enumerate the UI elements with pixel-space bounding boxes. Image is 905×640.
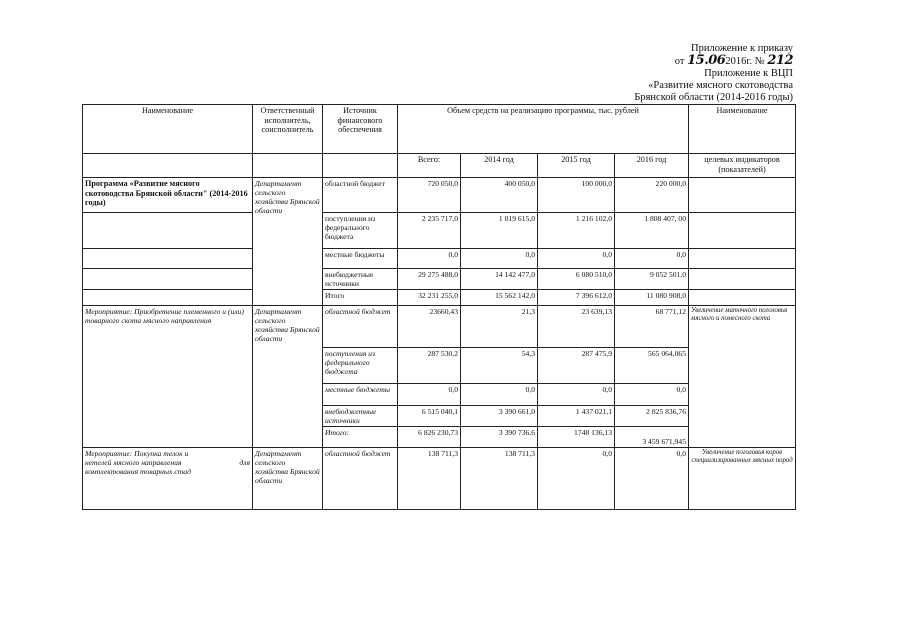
col-2016-header: 2016 год xyxy=(615,154,689,178)
col-indicator-header: Наименование xyxy=(689,105,796,154)
value-total: 29 275 488,0 xyxy=(398,269,461,290)
source-cell: внебюджетные источники xyxy=(323,269,398,290)
value-2015: 100 000,0 xyxy=(538,178,615,213)
source-cell: поступления из федерального бюджета xyxy=(323,348,398,384)
empty-cell xyxy=(689,249,796,269)
col-indicator-subheader: целевых индикаторов (показателей) xyxy=(689,154,796,178)
value-2014: 3 390 661,0 xyxy=(461,406,538,427)
handwritten-date: 15.06 xyxy=(687,53,726,68)
value-2015: 1 437 021,1 xyxy=(538,406,615,427)
col-2015-header: 2015 год xyxy=(538,154,615,178)
value-2016: 0,0 xyxy=(615,384,689,406)
measure-2-name-part: для xyxy=(239,458,250,467)
empty-cell xyxy=(253,154,323,178)
source-cell: Итого xyxy=(323,290,398,306)
source-cell: поступления из федерального бюджета xyxy=(323,213,398,249)
source-cell: Итого: xyxy=(323,427,398,448)
header-line-4: «Развитие мясного скотоводства xyxy=(648,80,793,91)
col-2014-header: 2014 год xyxy=(461,154,538,178)
value-2016: 0,0 xyxy=(615,249,689,269)
table-row xyxy=(83,306,796,348)
value-2015: 23 639,13 xyxy=(538,306,615,348)
value-2016: 3 459 671,945 xyxy=(615,427,689,448)
value-2015: 0,0 xyxy=(538,249,615,269)
empty-cell xyxy=(83,290,253,306)
header-date-prefix: от xyxy=(674,56,685,67)
value-2016: 1 808 407, 00 xyxy=(615,213,689,249)
measure-2-responsible: Департамент сельского хозяйства Брянской области xyxy=(253,448,323,510)
value-2016: 68 771,12 xyxy=(615,306,689,348)
value-total: 23660,43 xyxy=(398,306,461,348)
header-line-5: Брянской области (2014-2016 годы) xyxy=(634,92,793,103)
value-2015: 1 216 102,0 xyxy=(538,213,615,249)
value-2016: 0,0 xyxy=(615,448,689,510)
value-2014: 15 562 142,0 xyxy=(461,290,538,306)
source-cell: местные бюджеты xyxy=(323,384,398,406)
document-header xyxy=(634,43,793,104)
measure-2-name xyxy=(83,448,253,510)
value-2014: 138 711,3 xyxy=(461,448,538,510)
measure-2-name-line-2 xyxy=(85,458,250,467)
value-total: 6 515 040,1 xyxy=(398,406,461,427)
value-total: 138 711,3 xyxy=(398,448,461,510)
header-line-3: Приложение к ВЦП xyxy=(704,68,793,79)
source-cell: местные бюджеты xyxy=(323,249,398,269)
empty-cell xyxy=(83,154,253,178)
col-sources-header: Источник финансового обеспечения xyxy=(323,105,398,154)
value-2015: 287 475,9 xyxy=(538,348,615,384)
value-2015: 1748 136,13 xyxy=(538,427,615,448)
value-2014: 3 390 736,6 xyxy=(461,427,538,448)
value-2015: 0,0 xyxy=(538,384,615,406)
value-2014: 21,3 xyxy=(461,306,538,348)
value-total: 32 231 255,0 xyxy=(398,290,461,306)
program-name: Программа «Развитие мясного скотоводства Брянской области" (2014-2016 годы) xyxy=(83,178,253,213)
table-header-row xyxy=(83,105,796,154)
source-cell: областной бюджет xyxy=(323,448,398,510)
value-2016: 11 080 908,0 xyxy=(615,290,689,306)
empty-cell xyxy=(689,290,796,306)
empty-cell xyxy=(323,154,398,178)
program-responsible: Департамент сельского хозяйства Брянской области xyxy=(253,178,323,306)
measure-1-name: Мероприятие: Приобретение племенного и (или) товарного скота мясного направления xyxy=(83,306,253,448)
value-total: 2 235 717,0 xyxy=(398,213,461,249)
value-2016: 220 000,0 xyxy=(615,178,689,213)
value-2016: 2 825 836,76 xyxy=(615,406,689,427)
empty-cell xyxy=(83,213,253,249)
col-responsible-header: Ответственный исполнитель, соисполнитель xyxy=(253,105,323,154)
measure-2-name-line-1: Мероприятие: Покупка телок и xyxy=(85,449,189,458)
measure-2-indicator: Увеличение поголовья коров специализированных мясных пород xyxy=(689,448,796,510)
header-line-2 xyxy=(634,55,793,68)
header-year-number: 2016г. № xyxy=(725,56,765,67)
empty-cell xyxy=(83,249,253,269)
value-total: 0,0 xyxy=(398,384,461,406)
col-total-header: Всего: xyxy=(398,154,461,178)
value-total: 287 530,2 xyxy=(398,348,461,384)
value-2014: 1 019 615,0 xyxy=(461,213,538,249)
measure-2-name-line-3: комплектования товарных стад xyxy=(85,467,191,476)
table-row xyxy=(83,249,796,269)
handwritten-order-number: 212 xyxy=(767,53,793,68)
table-row xyxy=(83,269,796,290)
value-2014: 0,0 xyxy=(461,384,538,406)
measure-1-responsible: Департамент сельского хозяйства Брянской области xyxy=(253,306,323,448)
source-cell: внебюджетные источники xyxy=(323,406,398,427)
table-row xyxy=(83,178,796,213)
value-2016: 9 052 501,0 xyxy=(615,269,689,290)
header-line-1: Приложение к приказу xyxy=(691,43,793,54)
value-total: 0,0 xyxy=(398,249,461,269)
measure-2-name-part: нетелей мясного направления xyxy=(85,458,182,467)
col-volume-header: Объем средств на реализацию программы, тыс. рублей xyxy=(398,105,689,154)
table-row xyxy=(83,213,796,249)
value-2016: 565 064,065 xyxy=(615,348,689,384)
empty-cell xyxy=(689,213,796,249)
value-2015: 0,0 xyxy=(538,448,615,510)
col-name-header: Наименование xyxy=(83,105,253,154)
value-2015: 7 396 612,0 xyxy=(538,290,615,306)
source-cell: областной бюджет xyxy=(323,306,398,348)
empty-cell xyxy=(83,269,253,290)
value-2014: 400 050,0 xyxy=(461,178,538,213)
table-row xyxy=(83,448,796,510)
value-total: 6 826 230,73 xyxy=(398,427,461,448)
empty-cell xyxy=(689,178,796,213)
source-cell: областной бюджет xyxy=(323,178,398,213)
table-subheader-row xyxy=(83,154,796,178)
table-row xyxy=(83,290,796,306)
program-table xyxy=(82,104,796,510)
value-2014: 14 142 477,0 xyxy=(461,269,538,290)
measure-1-indicator: Увеличение маточного поголовья мясного и помесного скота xyxy=(689,306,796,448)
value-2014: 0,0 xyxy=(461,249,538,269)
value-2014: 54,3 xyxy=(461,348,538,384)
value-total: 720 050,0 xyxy=(398,178,461,213)
value-2015: 6 080 510,0 xyxy=(538,269,615,290)
empty-cell xyxy=(689,269,796,290)
